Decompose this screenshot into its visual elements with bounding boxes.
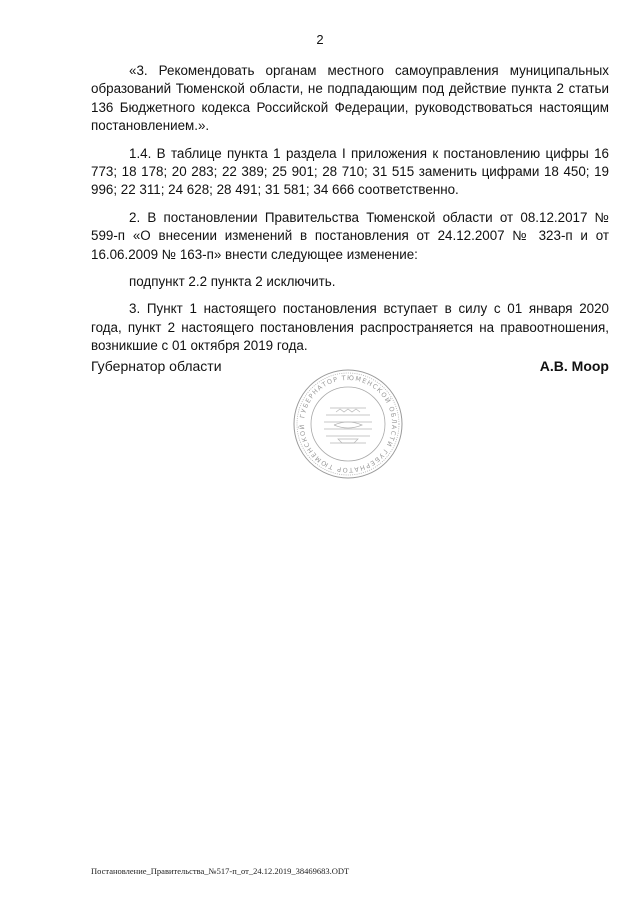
paragraph-subitem-exclusion: подпункт 2.2 пункта 2 исключить.: [129, 274, 336, 290]
footer-filename: Постановление_Правительства_№517-п_от_24.12.2019_38469683.ODT: [91, 866, 350, 876]
signer-name: А.В. Моор: [539, 358, 609, 374]
paragraph-item-3-effective-date: 3. Пункт 1 настоящего постановления вступает в силу с 01 января 2020 года, пункт 2 настоящего постановления распространяется на правоотношения, возникшие с 01 октября 2019 года.: [91, 301, 609, 354]
official-seal-stamp: [292, 368, 404, 480]
paragraph-item-1-4-table-figures: 1.4. В таблице пункта 1 раздела I приложения к постановлению цифры 16 773; 18 178; 20 283; 22 389; 25 901; 28 710; 31 515 заменить цифрами 18 450; 19 996; 22 311; 24 628; 28 491; 31 581; 34 666 соответственно.: [91, 145, 609, 198]
svg-text:ГУБЕРНАТОР ТЮМЕНСКОЙ ОБЛАСТИ Г: ГУБЕРНАТОР ТЮМЕНСКОЙ ОБЛАСТИ ГУБЕРНАТОР ТЮМЕНСКОЙ: [297, 373, 399, 475]
paragraph-item-2-amendment: 2. В постановлении Правительства Тюменской области от 08.12.2017 № 599-п «О внесении изменений в постановления от 24.12.2007 № 323-п и от 16.06.2009 № 163-п» внести следующее изменение:: [91, 209, 609, 262]
page-number: 2: [316, 32, 324, 47]
paragraph-item-3-recommendation: «3. Рекомендовать органам местного самоуправления муниципальных образований Тюменской области, не подпадающим под действие пункта 2 статьи 136 Бюджетного кодекса Российской Федерации, руководствоваться настоящим постановлением.».: [91, 63, 609, 134]
signer-title: Губернатор области: [91, 358, 222, 374]
document-body: [91, 62, 609, 365]
